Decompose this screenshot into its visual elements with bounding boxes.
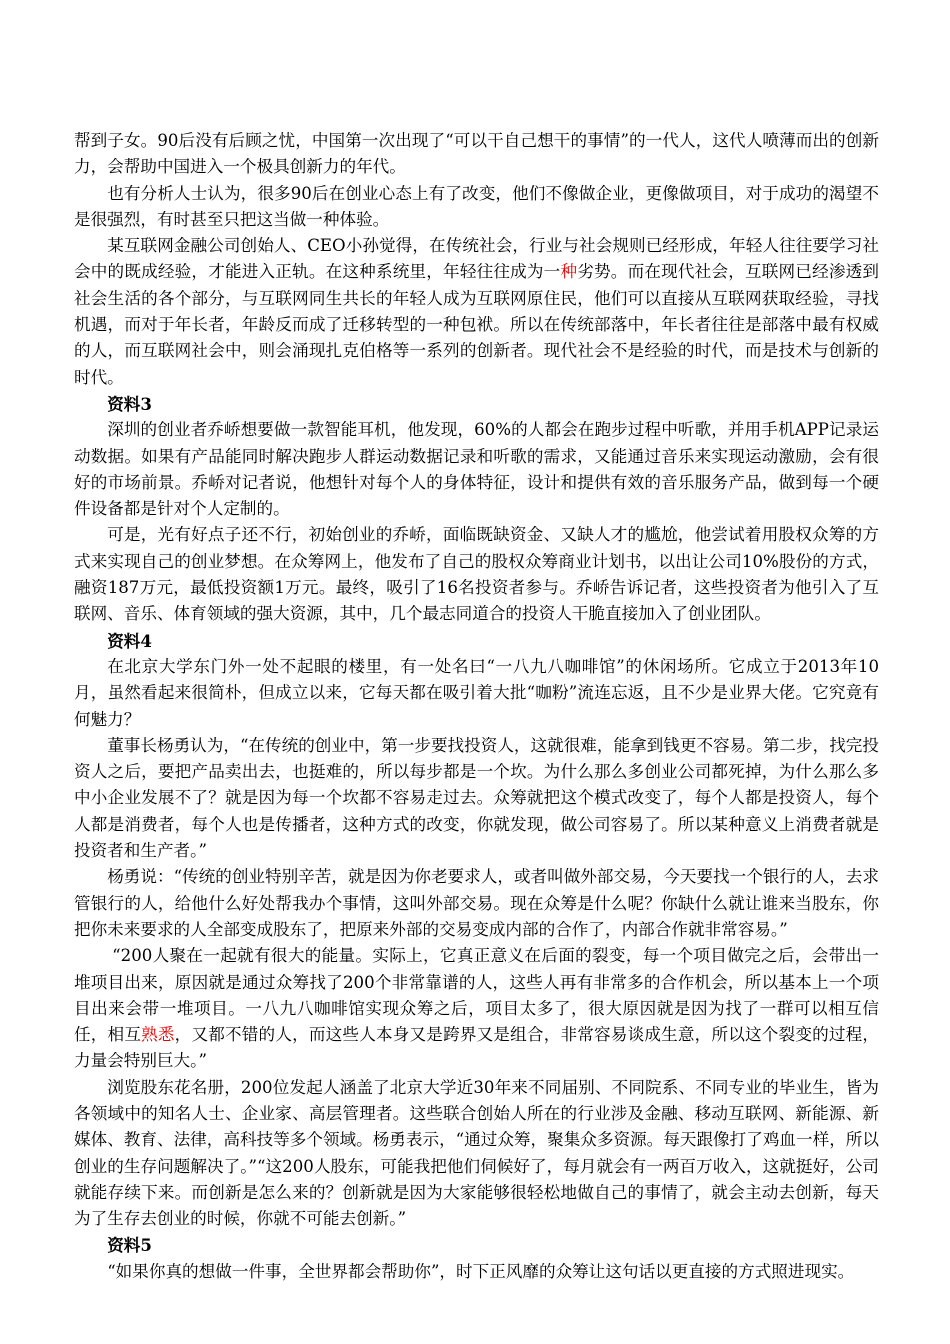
paragraph: 帮到子女。90后没有后顾之忧，中国第一次出现了“可以干自己想干的事情”的一代人，这代人喷薄而出的创新力，会帮助中国进入一个极具创新力的年代。 [74,131,879,177]
section-heading: 资料5 [107,1235,152,1256]
paragraph [74,943,879,1074]
text-run: 劣势。而在现代社会，互联网已经渗透到社会生活的各个部分，与互联网同生共长的年轻人成为互联网原住民，他们可以直接从互联网获取经验，寻找机遇，而对于年长者，年龄反而成了迁移转型的一种包袱。所以在传统部落中，年长者往往是部落中最有权威的人，而互联网社会中，则会涌现扎克伯格等一系列的创新者。现代社会不是经验的时代，而是技术与创新的时代。 [74,262,880,387]
paragraph: 董事长杨勇认为，“在传统的创业中，第一步要找投资人，这就很难，能拿到钱更不容易。第二步，找完投资人之后，要把产品卖出去，也挺难的，所以每步都是一个坎。为什么那么多创业公司都死掉，为什么那么多中小企业发展不了？就是因为每一个坎都不容易走过去。众筹就把这个模式改变了，每个人都是投资人，每个人都是消费者，每个人也是传播者，这种方式的改变，你就发现，做公司容易了。所以某种意义上消费者就是投资者和生产者。” [74,735,879,861]
paragraph: “如果你真的想做一件事，全世界都会帮助你”，时下正风靡的众筹让这句话以更直接的方式照进现实。 [107,1261,855,1281]
section-heading: 资料4 [107,630,152,651]
highlighted-text: 种 [560,262,578,282]
text-run: “200人聚在一起就有很大的能量。实际上，它真正意义在后面的裂变，每一个项目做完之后，会带出一堆项目出来，原因就是通过众筹找了200个非常靠谱的人，这些人再有非常多的合作机会，所以基本上一个项目出来会带一堆项目。一八九八咖啡馆实现众筹之后，项目太多了，很大原因就是因为找了一群可以相互信任，相互 [74,946,879,1045]
text-run: ，又都不错的人，而这些人本身又是跨界又是组合，非常容易谈成生意，所以这个裂变的过程，力量会特别巨大。” [74,1025,880,1071]
paragraph: 可是，光有好点子还不行，初始创业的乔峤，面临既缺资金、又缺人才的尴尬，他尝试着用股权众筹的方式来实现自己的创业梦想。在众筹网上，他发布了自己的股权众筹商业计划书，以出让公司10%股份的方式，融资187万元，最低投资额1万元。最终，吸引了16名投资者参与。乔峤告诉记者，这些投资者为他引入了互联网、音乐、体育领域的强大资源，其中，几个最志同道合的投资人干脆直接加入了创业团队。 [74,525,879,624]
section-heading: 资料3 [107,393,152,414]
document-page [74,128,879,1285]
paragraph: 也有分析人士认为，很多90后在创业心态上有了改变，他们不像做企业，更像做项目，对于成功的渴望不是很强烈，有时甚至只把这当做一种体验。 [74,183,879,229]
paragraph: 深圳的创业者乔峤想要做一款智能耳机，他发现，60%的人都会在跑步过程中听歌，并用手机APP记录运动数据。如果有产品能同时解决跑步人群运动数据记录和听歌的需求，又能通过音乐来实现运动激励，会有很好的市场前景。乔峤对记者说，他想针对每个人的身体特征，设计和提供有效的音乐服务产品，做到每一个硬件设备都是针对个人定制的。 [74,420,879,519]
paragraph: 在北京大学东门外一处不起眼的楼里，有一处名曰“一八九八咖啡馆”的休闲场所。它成立于2013年10月，虽然看起来很简朴，但成立以来，它每天都在吸引着大批“咖粉”流连忘返，且不少是业界大佬。它究竟有何魅力？ [74,656,879,729]
text-run: 某互联网金融公司创始人、CEO小孙觉得，在传统社会，行业与社会规则已经形成，年轻人往往要学习社会中的既成经验，才能进入正轨。在这种系统里，年轻往往成为一 [74,236,879,282]
paragraph: 浏览股东花名册，200位发起人涵盖了北京大学近30年来不同届别、不同院系、不同专业的毕业生，皆为各领域中的知名人士、企业家、高层管理者。这些联合创始人所在的行业涉及金融、移动互联网、新能源、新媒体、教育、法律，高科技等多个领域。杨勇表示，“通过众筹，聚集众多资源。每天跟像打了鸡血一样，所以创业的生存问题解决了。”“这200人股东，可能我把他们伺候好了，每月就会有一两百万收入，这就挺好，公司就能存续下来。而创新是怎么来的？创新就是因为大家能够很轻松地做自己的事情了，就会主动去创新，每天为了生存去创业的时候，你就不可能去创新。” [74,1077,879,1229]
highlighted-text: 熟悉 [141,1025,175,1045]
paragraph: 杨勇说：“传统的创业特别辛苦，就是因为你老要求人，或者叫做外部交易，今天要找一个银行的人，去求管银行的人，给他什么好处帮我办个事情，这叫外部交易。现在众筹是什么呢？你缺什么就让谁来当股东，你把你未来要求的人全部变成股东了，把原来外部的交易变成内部的合作了，内部合作就非常容易。” [74,867,879,939]
paragraph [74,233,879,391]
